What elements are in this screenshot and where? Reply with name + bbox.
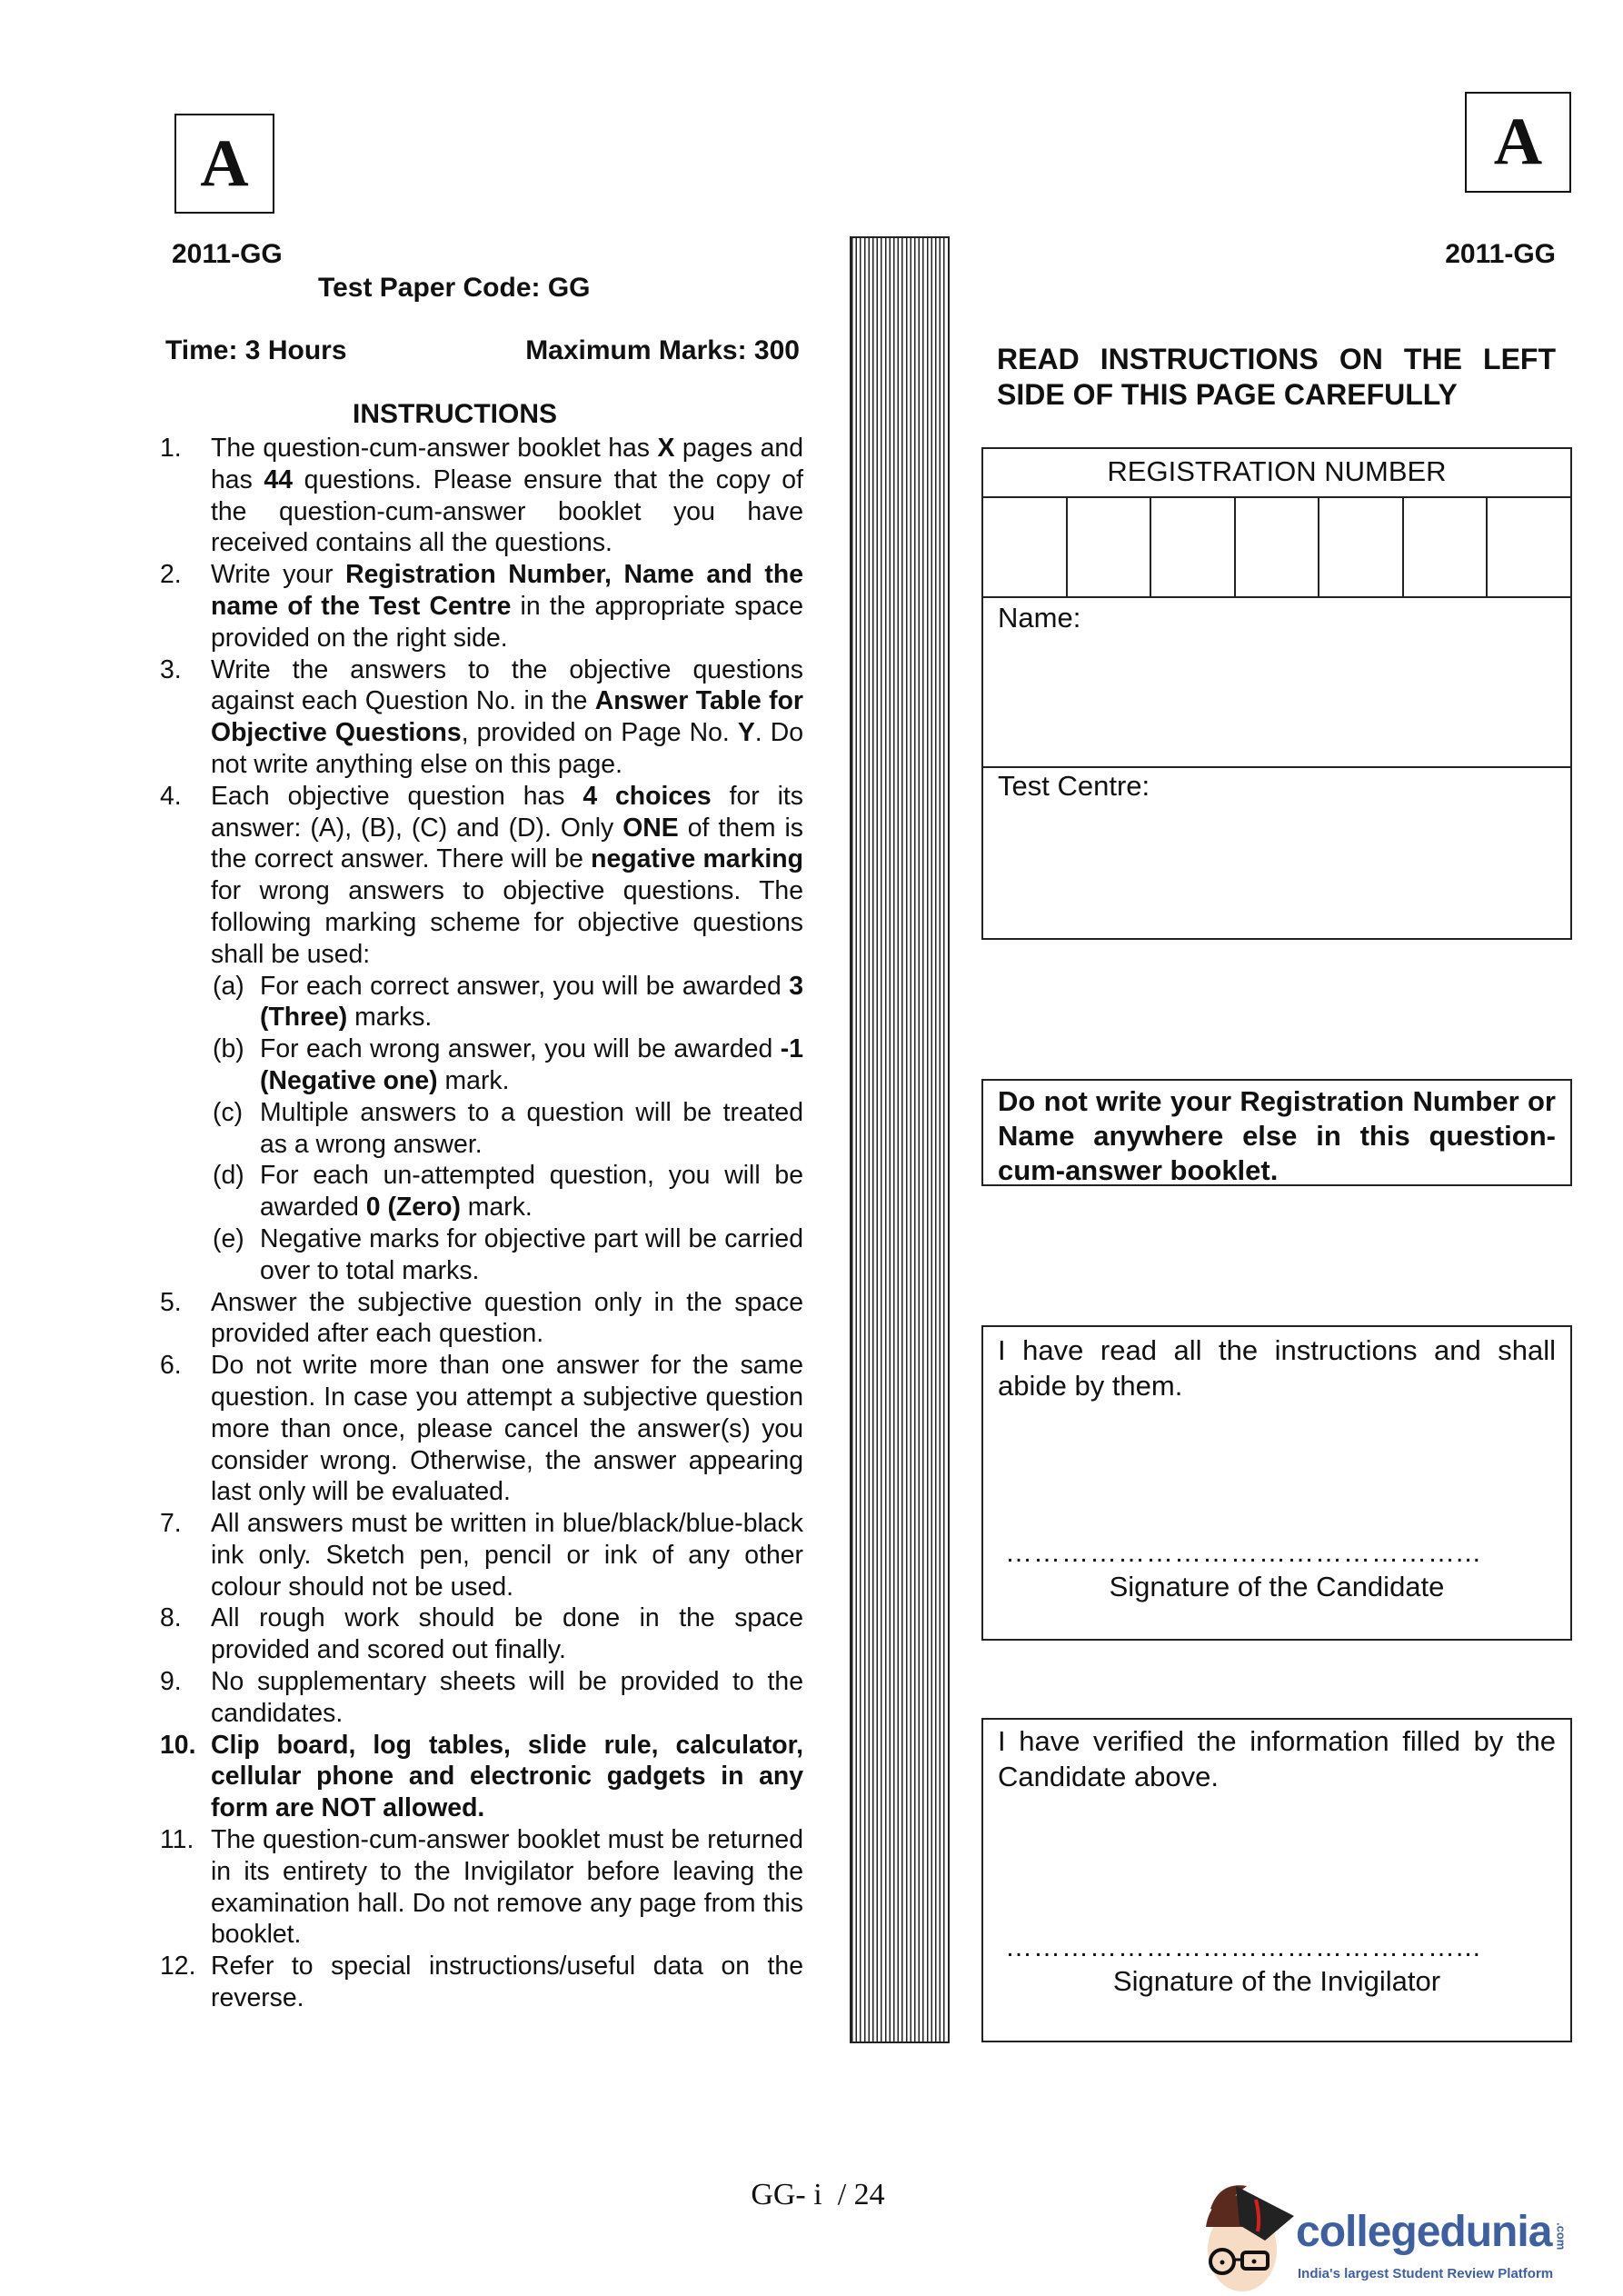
text: , provided on Page No. [461, 718, 738, 748]
instruction-text [211, 1287, 803, 1351]
candidate-signature-label: Signature of the Candidate [1109, 1571, 1445, 1602]
logo-suffix: .com [1554, 2221, 1568, 2250]
instruction-item [160, 781, 803, 971]
instructions-title: INSTRUCTIONS [353, 399, 557, 429]
paper-code-left: 2011-GG [172, 239, 283, 269]
time-allowed: Time: 3 Hours [165, 335, 347, 365]
text: . Do not write anything else on this page. [211, 718, 803, 779]
instruction-number: 12. [160, 1952, 196, 1982]
test-paper-code: Test Paper Code: GG [318, 273, 591, 303]
text: The question-cum-answer booklet must be returned in its entirety to the Invigilator before leaving the examination hall. Do not remove any page from this booklet. [211, 1825, 803, 1950]
instruction-subitem [213, 1223, 803, 1287]
instruction-subitem [213, 971, 803, 1034]
text: Write the answers to the objective questions against each Question No. in the [211, 654, 803, 716]
invigilator-box [981, 1718, 1572, 2042]
instruction-item [160, 1951, 803, 2014]
bold-text: -1 (Negative one) [260, 1034, 803, 1095]
text: Write your [211, 560, 346, 590]
instruction-number: 3. [160, 654, 182, 684]
subitem-text [260, 1033, 803, 1097]
logo-tagline: India's largest Student Review Platform [1298, 2266, 1554, 2281]
subitem-label: (b) [213, 1034, 244, 1064]
test-centre-label: Test Centre: [998, 770, 1150, 802]
text: No supplementary sheets will be provided to the candidates. [211, 1667, 803, 1728]
instruction-item [160, 654, 803, 781]
bold-text: negative marking [591, 844, 803, 874]
paper-code-right: 2011-GG [1445, 239, 1556, 269]
instruction-item [160, 1508, 803, 1602]
subitem-text [260, 1223, 803, 1287]
instruction-item [160, 1350, 803, 1508]
text: Refer to special instructions/useful data on the reverse. [211, 1952, 803, 2013]
instruction-item [160, 1602, 803, 1666]
instruction-number: 8. [160, 1603, 182, 1633]
text: of them is the correct answer. There will be [211, 813, 803, 874]
subitem-text [260, 1097, 803, 1161]
instruction-number: 2. [160, 560, 182, 590]
test-centre-field[interactable] [983, 768, 1570, 803]
binding-strip [850, 236, 950, 2043]
registration-number-label: REGISTRATION NUMBER [983, 449, 1570, 498]
name-field[interactable] [983, 598, 1570, 768]
instruction-number: 4. [160, 781, 182, 811]
logo-name: collegedunia [1296, 2208, 1552, 2256]
name-label: Name: [998, 602, 1081, 634]
instruction-item [160, 559, 803, 654]
subitem-label: (a) [213, 971, 244, 1001]
registration-digit-cell[interactable] [1151, 498, 1236, 596]
text: for its answer: (A), (B), (C) and (D). Only [211, 781, 803, 843]
warning-box: Do not write your Registration Number or Name anywhere else in this question-cum-answer booklet. [981, 1079, 1572, 1186]
text: in the appropriate space provided on the right side. [211, 591, 803, 653]
invigilator-signature-line[interactable]: …………………………………………... [1005, 1932, 1482, 1962]
text: marks. [347, 1003, 433, 1033]
maximum-marks: Maximum Marks: 300 [525, 335, 800, 365]
subitem-label: (d) [213, 1161, 244, 1191]
read-instructions-heading: READ INSTRUCTIONS ON THE LEFT SIDE OF THIS PAGE CAREFULLY [997, 343, 1556, 411]
subitem-label: (c) [213, 1097, 244, 1127]
bold-text: 44 [264, 464, 294, 494]
instruction-text [211, 559, 803, 654]
instruction-text [211, 1824, 803, 1951]
instruction-text [211, 1951, 803, 2014]
instruction-text [211, 1602, 803, 1666]
text: Multiple answers to a question will be treated as a wrong answer. [260, 1097, 803, 1159]
instruction-subitem [213, 1097, 803, 1161]
registration-cells [983, 498, 1570, 598]
candidate-declaration-box [981, 1325, 1572, 1641]
invigilator-declaration-text: I have verified the information filled by the Candidate above. [998, 1725, 1556, 1792]
mascot-icon [1192, 2172, 1301, 2295]
text: Answer the subjective question only in the space provided after each question. [211, 1287, 803, 1349]
candidate-declaration-text: I have read all the instructions and shall abide by them. [998, 1334, 1556, 1402]
text: All rough work should be done in the space provided and scored out finally. [211, 1603, 803, 1665]
text: For each correct answer, you will be awarded [260, 971, 790, 1001]
set-code-box-right: A [1465, 92, 1571, 193]
instruction-number: 6. [160, 1351, 182, 1381]
bold-text: 0 (Zero) [365, 1193, 461, 1223]
text: The question-cum-answer booklet has [211, 434, 658, 463]
text: mark. [460, 1193, 533, 1223]
text: Negative marks for objective part will be carried over to total marks. [260, 1223, 803, 1285]
subitem-text [260, 971, 803, 1034]
instruction-text [211, 1730, 803, 1824]
subitem-label: (e) [213, 1223, 244, 1253]
instruction-text [211, 781, 803, 971]
text: For each un-attempted question, you will be awarded [260, 1161, 803, 1223]
collegedunia-logo [1192, 2172, 1610, 2295]
instruction-text [211, 1350, 803, 1508]
instructions-list [160, 433, 803, 2014]
instruction-text [211, 1666, 803, 1730]
text: Do not write more than one answer for the same question. In case you attempt a subjective question more than once, please cancel the answer(s) you consider wrong. Otherwise, the answer appearing last only will be evaluated. [211, 1351, 803, 1507]
page-number: GG- i / 24 [751, 2178, 885, 2211]
text: All answers must be written in blue/black/blue-black ink only. Sketch pen, pencil or ink of any other colour should not be used. [211, 1509, 803, 1602]
instruction-number: 1. [160, 434, 182, 463]
text: mark. [437, 1065, 510, 1095]
instruction-number: 10. [160, 1730, 196, 1760]
instruction-number: 9. [160, 1667, 182, 1697]
candidate-signature-line[interactable]: …………………………………………... [1005, 1538, 1482, 1568]
registration-digit-cell[interactable] [1068, 498, 1152, 596]
instruction-subitem [213, 1033, 803, 1097]
registration-digit-cell[interactable] [1488, 498, 1570, 596]
instruction-item [160, 433, 803, 559]
subitem-text [260, 1160, 803, 1223]
instruction-text [211, 433, 803, 559]
text: questions. Please ensure that the copy of the question-cum-answer booklet you have received contains all the questions. [211, 464, 803, 558]
instruction-number: 5. [160, 1287, 182, 1317]
registration-digit-cell[interactable] [983, 498, 1068, 596]
instruction-subitem [213, 1160, 803, 1223]
text: Each objective question has [211, 781, 583, 811]
bold-text: Registration Number, Name and the name of the Test Centre [211, 560, 803, 621]
instruction-item [160, 1730, 803, 1824]
bold-text: Answer Table for Objective Questions [211, 686, 803, 748]
text: For each wrong answer, you will be awarded [260, 1034, 781, 1064]
invigilator-signature-label: Signature of the Invigilator [1112, 1965, 1441, 1997]
bold-text: ONE [622, 813, 679, 843]
registration-digit-cell[interactable] [1404, 498, 1489, 596]
registration-digit-cell[interactable] [1319, 498, 1404, 596]
text: pages and has [211, 434, 803, 494]
instruction-number: 7. [160, 1509, 182, 1539]
bold-text: 3 (Three) [260, 971, 803, 1033]
instruction-text [211, 654, 803, 781]
registration-digit-cell[interactable] [1236, 498, 1320, 596]
instruction-item [160, 1824, 803, 1951]
instruction-number: 11. [160, 1825, 194, 1855]
text: for wrong answers to objective questions. The following marking scheme for objective questions shall be used: [211, 876, 803, 969]
bold-text: Y [737, 718, 755, 748]
registration-box [981, 447, 1572, 940]
instruction-text [211, 1508, 803, 1602]
bold-text: X [657, 434, 675, 463]
set-code-box-left: A [174, 114, 274, 214]
bold-text: 4 choices [582, 781, 712, 811]
instruction-item [160, 1666, 803, 1730]
bold-text: Clip board, log tables, slide rule, calculator, cellular phone and electronic gadgets in any form are NOT allowed. [211, 1730, 803, 1823]
instruction-item [160, 1287, 803, 1351]
